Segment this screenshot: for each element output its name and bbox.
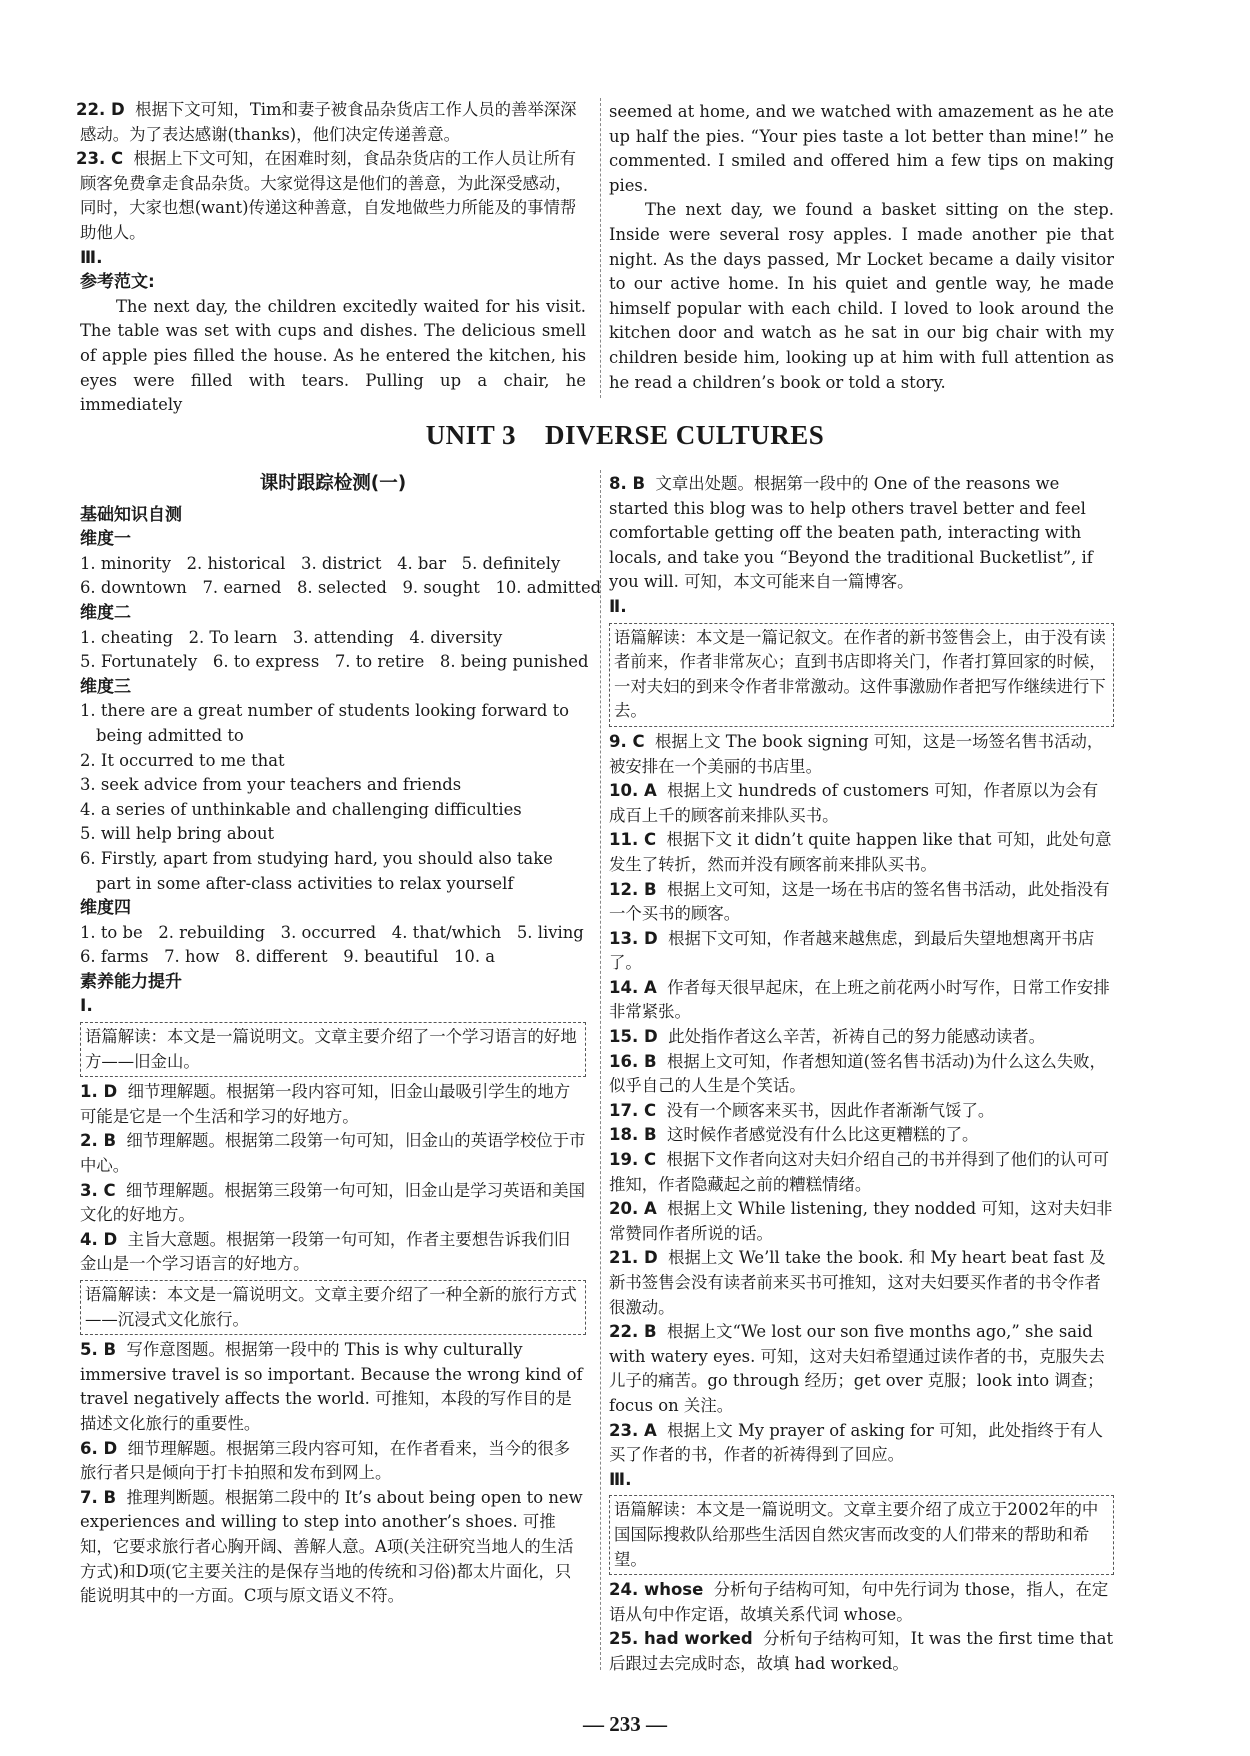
answer-line: 5. Fortunately 6. to express 7. to retire 8. being punished	[80, 652, 589, 672]
answer-item: 10. A 根据上文 hundreds of customers 可知，作者原以为会有成百上千的顾客前来排队买书。	[609, 781, 1099, 825]
column-divider	[600, 470, 601, 1670]
section-III-label: Ⅲ.	[80, 247, 103, 268]
answer-item: 22. D 根据下文可知，Tim和妻子被食品杂货店工作人员的善举深深感动。为了表达感谢(thanks)，他们决定传递善意。	[76, 100, 577, 144]
essay-paragraph: seemed at home, and we watched with amazement as he ate up half the pies. “Your pies taste a lot better than mine!” he commented. I smiled and offered him a few tips on making pies.	[609, 102, 1114, 195]
answer-line: 5. will help bring about	[80, 824, 275, 844]
answer-line: 6. Firstly, apart from studying hard, you should also take part in some after-class activities to relax yourself	[80, 848, 553, 893]
answer-line: 1. there are a great number of students looking forward to being admitted to	[80, 701, 570, 745]
answer-item: 25. had worked 分析句子结构可知，It was the first time that 后跟过去完成时态，故填 had worked。	[609, 1629, 1114, 1673]
answer-item: 12. B 根据上文可知，这是一场在书店的签名售书活动，此处指没有一个买书的顾客。	[609, 879, 1110, 924]
answer-item: 3. C 细节理解题。根据第三段第一句可知，旧金山是学习英语和美国文化的好地方。	[80, 1180, 585, 1225]
column-divider	[600, 98, 601, 398]
answer-item: 1. D 细节理解题。根据第一段内容可知，旧金山最吸引学生的地方可能是它是一个生活和学习的好地方。	[80, 1082, 571, 1126]
dimension-heading: 维度二	[80, 602, 131, 623]
answer-line: 6. downtown 7. earned 8. selected 9. sought 10. admitted	[80, 578, 602, 598]
ability-heading: 素养能力提升	[80, 971, 182, 992]
answer-item: 15. D 此处指作者这么辛苦，祈祷自己的努力能感动读者。	[609, 1027, 1046, 1047]
top-left-column	[76, 98, 586, 418]
section-II-label: Ⅱ.	[609, 596, 627, 617]
dimension-heading: 维度一	[80, 529, 131, 550]
answer-item: 22. B 根据上文“We lost our son five months ago,” she said with watery eyes. 可知，这对夫妇希望通过读作者的书，克服失去儿子的痛苦。go through 经历；get over 克服；look into 调查；focus on 关注。	[609, 1322, 1105, 1415]
answer-item: 5. B 写作意图题。根据第一段中的 This is why culturally immersive travel is so important. Because the wrong kind of travel negatively affects the world. 可推知，本段的写作目的是描述文化旅行的重要性。	[80, 1340, 583, 1433]
answer-line: 2. It occurred to me that	[80, 750, 285, 770]
passage-analysis-box: 语篇解读：本文是一篇说明文。文章主要介绍了一个学习语言的好地方——旧金山。	[80, 1022, 586, 1077]
basic-heading: 基础知识自测	[80, 504, 182, 525]
answer-line: 3. seek advice from your teachers and friends	[80, 775, 462, 795]
answer-item: 7. B 推理判断题。根据第二段中的 It’s about being open to new experiences and willing to step into another’s shoes. 可推知，它要求旅行者心胸开阔、善解人意。A项(关注研究当地人的生活方式)和D项(它主要关注的是保存当地的传统和习俗)都太片面化，只能说明其中的一方面。C项与原文语义不符。	[80, 1487, 583, 1606]
answer-item: 9. C 根据上文 The book signing 可知，这是一场签名售书活动，被安排在一个美丽的书店里。	[609, 731, 1104, 776]
passage-analysis-box: 语篇解读：本文是一篇记叙文。在作者的新书签售会上，由于没有读者前来，作者非常灰心；直到书店即将关门，作者打算回家的时候，一对夫妇的到来令作者非常激动。这件事激励作者把写作继续进行下去。	[609, 623, 1114, 727]
answer-item: 11. C 根据下文 it didn’t quite happen like that 可知，此处句意发生了转折，然而并没有顾客前来排队买书。	[609, 830, 1112, 874]
answer-line: 1. to be 2. rebuilding 3. occurred 4. that/which 5. living	[80, 922, 584, 942]
answer-item: 23. A 根据上文 My prayer of asking for 可知，此处指终于有人买了作者的书，作者的祈祷得到了回应。	[609, 1420, 1103, 1465]
answer-item: 24. whose 分析句子结构可知，句中先行词为 those，指人，在定语从句中作定语，故填关系代词 whose。	[609, 1580, 1109, 1624]
answer-item: 14. A 作者每天很早起床，在上班之前花两小时写作，日常工作安排非常紧张。	[609, 977, 1110, 1022]
passage-analysis-box: 语篇解读：本文是一篇说明文。文章主要介绍了成立于2002年的中国国际搜救队给那些生活因自然灾害而改变的人们带来的帮助和希望。	[609, 1495, 1114, 1575]
page-number: — 233 —	[583, 1712, 667, 1736]
answer-line: 1. cheating 2. To learn 3. attending 4. diversity	[80, 627, 503, 647]
dimension-heading: 维度三	[80, 676, 131, 697]
unit-title: UNIT 3 DIVERSE CULTURES	[425, 420, 825, 450]
answer-item: 21. D 根据上文 We’ll take the book. 和 My heart beat fast 及新书签售会没有读者前来买书可推知，这对夫妇要买作者的书令作者很激动。	[609, 1248, 1106, 1317]
subtitle: 课时跟踪检测(一)	[259, 473, 407, 494]
answer-item: 2. B 细节理解题。根据第二段第一句可知，旧金山的英语学校位于市中心。	[80, 1131, 586, 1176]
answer-item: 8. B 文章出处题。根据第一段中的 One of the reasons we started this blog was to help others travel better and feel comfortable getting off the beaten path, interacting with locals, and take you “Beyond the traditional Bucketlist”, if you will. 可知，本文可能来自一篇博客。	[609, 474, 1093, 592]
top-right-column	[609, 100, 1114, 395]
passage-analysis-box: 语篇解读：本文是一篇说明文。文章主要介绍了一种全新的旅行方式——沉浸式文化旅行。	[80, 1280, 586, 1335]
section-I-label: Ⅰ.	[80, 996, 93, 1017]
answer-item: 23. C 根据上下文可知，在困难时刻，食品杂货店的工作人员让所有顾客免费拿走食品杂货。大家觉得这是他们的善意，为此深受感动，同时，大家也想(want)传递这种善意，自发地做些力所能及的事情帮助他人。	[76, 149, 577, 242]
answer-line: 1. minority 2. historical 3. district 4. bar 5. definitely	[80, 553, 561, 573]
reference-essay: The next day, the children excitedly waited for his visit. The table was set with cups and dishes. The delicious smell of apple pies filled the house. As he entered the kitchen, his eyes were filled with tears. Pulling up a chair, he immediately	[80, 296, 586, 415]
answer-item: 4. D 主旨大意题。根据第一段第一句可知，作者主要想告诉我们旧金山是一个学习语言的好地方。	[80, 1229, 571, 1274]
left-column	[80, 472, 602, 1609]
section-III-label: Ⅲ.	[609, 1469, 632, 1490]
answer-line: 6. farms 7. how 8. different 9. beautiful 10. a	[80, 947, 496, 967]
dimension-heading: 维度四	[80, 898, 131, 919]
answer-item: 20. A 根据上文 While listening, they nodded 可知，这对夫妇非常赞同作者所说的话。	[609, 1199, 1113, 1243]
essay-paragraph: The next day, we found a basket sitting on the step. Inside were several rosy apples. I made another pie that night. As the days passed, Mr Locket became a daily visitor to our active home. In his quiet and gentle way, he made himself popular with each child. I loved to look around the kitchen door and watch as he sat in our big chair with my children beside him, looking up at him with full attention as he read a children’s book or told a story.	[609, 200, 1114, 392]
answer-line: 4. a series of unthinkable and challenging difficulties	[80, 799, 522, 819]
answer-item: 6. D 细节理解题。根据第三段内容可知，在作者看来，当今的很多旅行者只是倾向于打卡拍照和发布到网上。	[80, 1438, 571, 1483]
right-column	[609, 472, 1114, 1677]
answer-item: 16. B 根据上文可知，作者想知道(签名售书活动)为什么这么失败，似乎自己的人生是个笑话。	[609, 1051, 1106, 1096]
answer-item: 13. D 根据下文可知，作者越来越焦虑，到最后失望地想离开书店了。	[609, 928, 1095, 973]
answer-item: 17. C 没有一个顾客来买书，因此作者渐渐气馁了。	[609, 1100, 995, 1120]
answer-item: 19. C 根据下文作者向这对夫妇介绍自己的书并得到了他们的认可可推知，作者隐藏起之前的糟糕情绪。	[609, 1150, 1110, 1194]
reference-label: 参考范文:	[80, 272, 155, 293]
answer-item: 18. B 这时候作者感觉没有什么比这更糟糕的了。	[609, 1125, 979, 1145]
